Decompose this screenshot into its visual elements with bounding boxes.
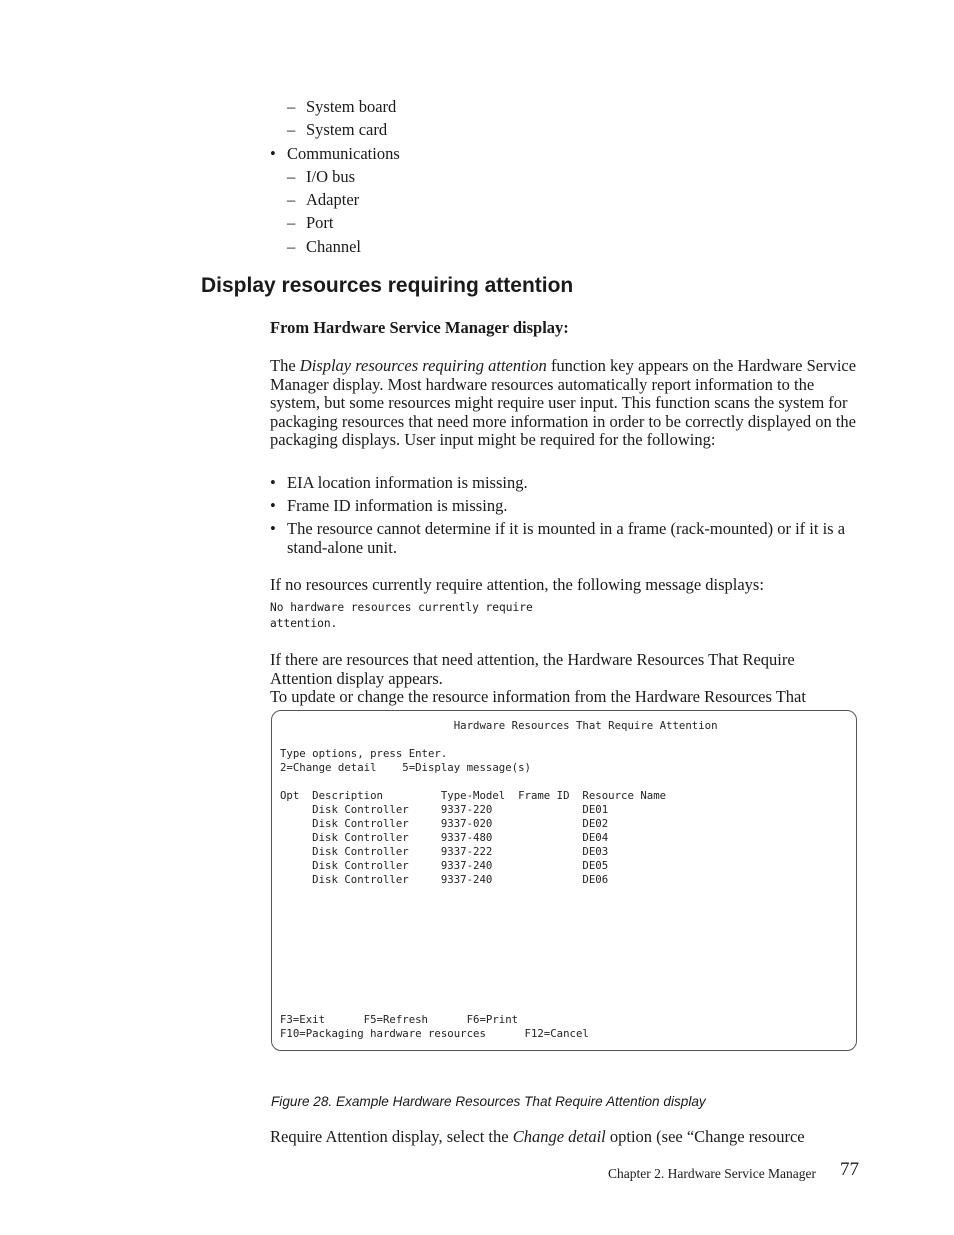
list-item: – Adapter [287,190,360,210]
list-item: – Port [287,213,334,233]
top-list [270,98,830,261]
intro-paragraph: The Display resources requiring attention function key appears on the Hardware Service Manager display. Most hardware resources automatically report information to the system, but some resources might require user input. This function scans the system for packaging resources that need more information in order to be correctly displayed on the packaging displays. User input might be required for the following: [270,356,857,450]
list-item: • The resource cannot determine if it is mounted in a frame (rack-mounted) or if it is a stand-alone unit. [270,519,846,557]
page-number: 77 [840,1159,859,1180]
subheading: From Hardware Service Manager display: [270,318,569,337]
message-text: No hardware resources currently require attention. [270,601,533,630]
footer-chapter: Chapter 2. Hardware Service Manager [608,1166,817,1181]
section-heading: Display resources requiring attention [201,274,574,297]
list-item: • Frame ID information is missing. [270,496,508,516]
update-paragraph: To update or change the resource information from the Hardware Resources That [270,687,806,706]
continuation-paragraph: Require Attention display, select the Change detail option (see “Change resource [270,1127,805,1146]
terminal-content: Hardware Resources That Require Attention Type options, press Enter. 2=Change detail 5=Display message(s) Opt Description Type-Model Frame ID Resource Name Disk Controller 9337-220 DE01 Disk Controller 9337-020 DE02 Disk Controller 9337-480 DE04 Disk Controller 9337-222 DE03 Disk Controller 9337-240 DE05 Disk Controller 9337-240 DE06 F3=Exit F5=Refresh F6=Print F10=Packaging hardware resources F12=Cancel [280,719,718,1040]
resources-paragraph: If there are resources that need attention, the Hardware Resources That Require Attention display appears. [270,650,795,688]
figure-caption: Figure 28. Example Hardware Resources That Require Attention display [271,1094,706,1109]
list-item: – System board [287,97,397,116]
no-resources-paragraph: If no resources currently require attention, the following message displays: [270,575,764,594]
list-item: – Channel [287,236,361,256]
list-item: – System card [287,120,388,140]
list-item: • EIA location information is missing. [270,473,528,492]
list-item: – I/O bus [287,166,356,186]
requirements-list [270,474,860,562]
terminal-screen [271,710,857,1051]
list-item: • Communications [270,143,400,163]
